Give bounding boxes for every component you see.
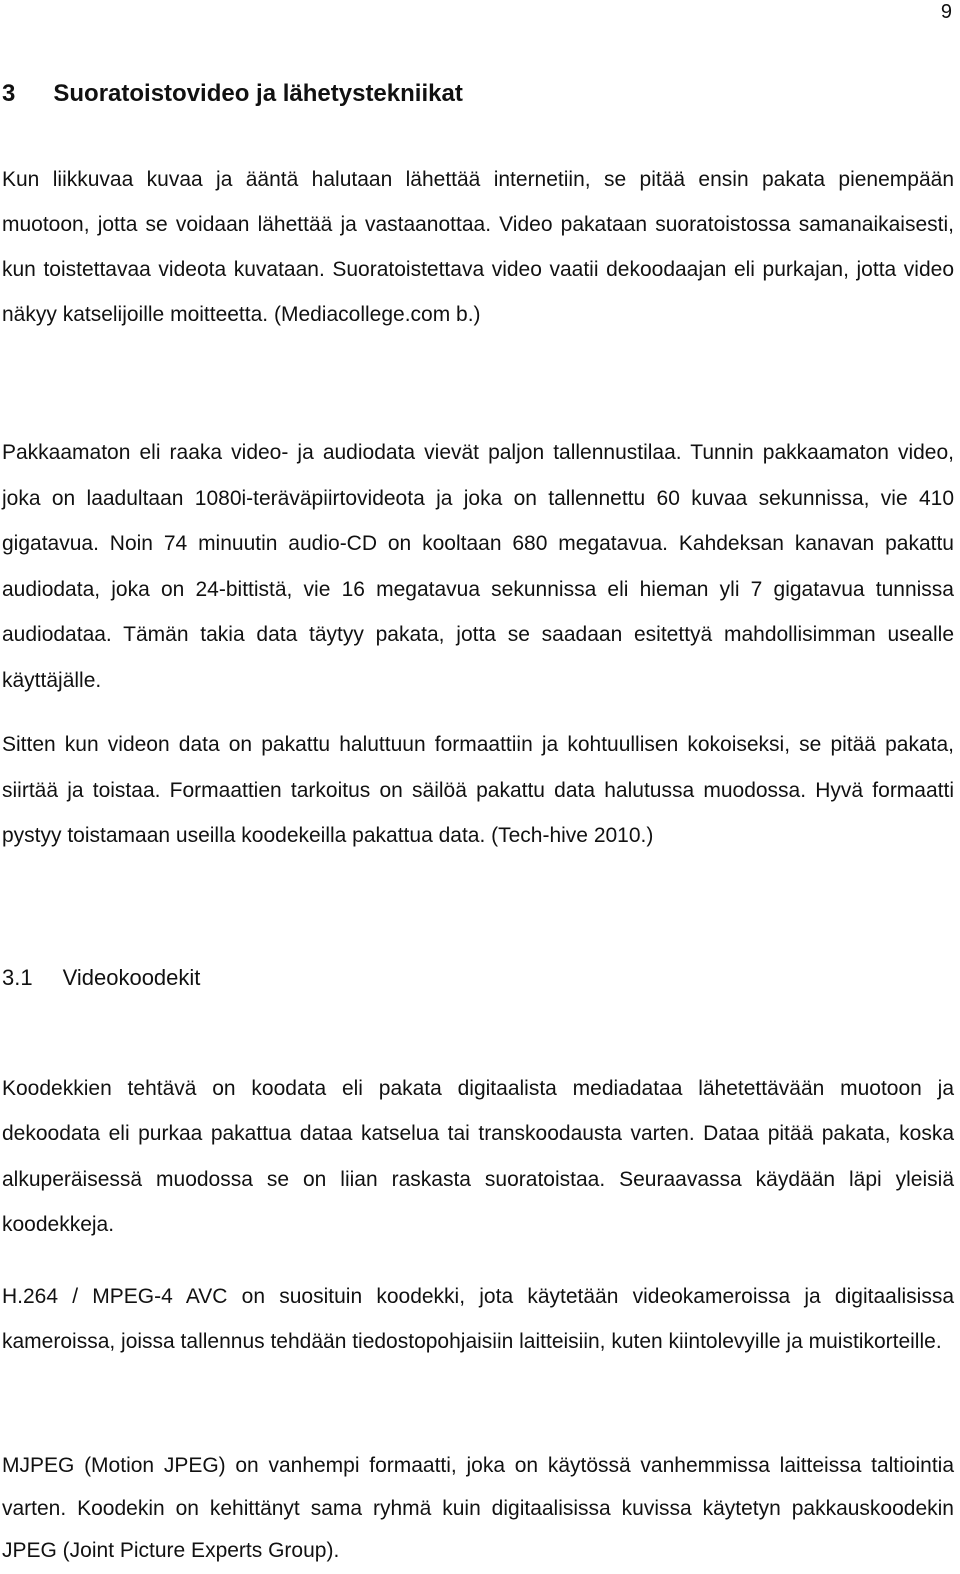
- chapter-heading: [2, 78, 463, 110]
- paragraph-intro: Kun liikkuvaa kuvaa ja ääntä halutaan lähettää internetiin, se pitää ensin pakata pienempään muotoon, jotta se voidaan lähettää ja vastaanottaa. Video pakataan suoratoistossa samanaikaisesti, kun toistettavaa videota kuvataan. Suoratoistettava video vaatii dekoodaajan eli purkajan, jotta video näkyy katselijoille moitteetta. (Mediacollege.com b.): [2, 168, 954, 326]
- section-title: Videokoodekit: [62, 965, 201, 990]
- paragraph-uncompressed-data: Pakkaamaton eli raaka video- ja audiodata vievät paljon tallennustilaa. Tunnin pakkaamaton video, joka on laadultaan 1080i-teräväpiirtovideota ja joka on tallennettu 60 kuvaa sekunnissa, vie 410 gigatavua. Noin 74 minuutin audio-CD on kooltaan 680 megatavua. Kahdeksan kanavan pakattu audiodata, joka on 24-bittistä, vie 16 megatavua sekunnissa eli hieman yli 7 gigatavua tunnissa audiodataa. Tämän takia data täytyy pakata, jotta se saadaan esitettyä mahdollisimman usealle käyttäjälle.: [2, 441, 954, 692]
- chapter-number: 3: [2, 80, 16, 107]
- paragraph-mjpeg: MJPEG (Motion JPEG) on vanhempi formaatti, joka on käytössä vanhemmissa laitteissa taltiointia varten. Koodekin on kehittänyt sama ryhmä kuin digitaalisissa kuvissa käytetyn pakkauskoodekin JPEG (Joint Picture Experts Group).: [2, 1454, 954, 1562]
- paragraph-codecs-intro: Koodekkien tehtävä on koodata eli pakata digitaalista mediadataa lähetettävään muotoon ja dekoodata eli purkaa pakattua dataa katselua tai transkoodausta varten. Dataa pitää pakata, koska alkuperäisessä muodossa se on liian raskasta suoratoistaa. Seuraavassa käydään läpi yleisiä koodekkeja.: [2, 1077, 954, 1237]
- section-heading: [2, 963, 200, 993]
- page-number: 9: [940, 1, 952, 23]
- section-number: 3.1: [2, 965, 33, 990]
- paragraph-h264: H.264 / MPEG-4 AVC on suosituin koodekki, jota käytetään videokameroissa ja digitaalisissa kameroissa, joissa tallennus tehdään tiedostopohjaisiin laitteisiin, kuten kiintolevyille ja muistikorteille.: [2, 1285, 954, 1353]
- paragraph-formats: Sitten kun videon data on pakattu haluttuun formaattiin ja kohtuullisen kokoiseksi, se pitää pakata, siirtää ja toistaa. Formaattien tarkoitus on säilöä pakattu data halutussa muodossa. Hyvä formaatti pystyy toistamaan useilla koodekeilla pakattua data. (Tech-hive 2010.): [2, 733, 954, 848]
- chapter-title: Suoratoistovideo ja lähetystekniikat: [53, 80, 463, 107]
